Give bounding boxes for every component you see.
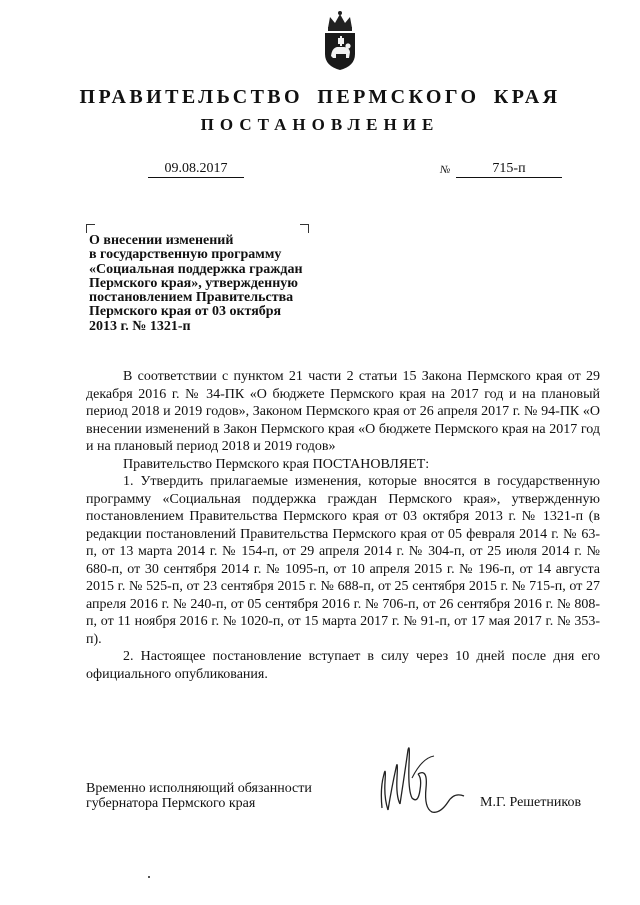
coat-of-arms-emblem xyxy=(322,8,358,72)
position-line: Временно исполняющий обязанности xyxy=(86,781,312,796)
subject-line: 2013 г. № 1321-п xyxy=(89,318,191,334)
document-date: 09.08.2017 xyxy=(148,160,244,178)
subject-line: в государственную программу xyxy=(89,247,282,263)
signatory-position xyxy=(86,782,312,811)
subject-line: постановлением Правительства xyxy=(89,290,294,306)
decree-paragraph: Правительство Пермского края ПОСТАНОВЛЯЕТ: xyxy=(123,456,430,472)
preamble-paragraph: В соответствии с пунктом 21 части 2 статьи 15 Закона Пермского края от 29 декабря 2016 г. № 34-ПК «О бюджете Пермского края на 2017 год и на плановый период 2018 и 2019 годов», Законом Пермского края от 26 апреля 2017 г. № 94-ПК «О внесении изменений в Закон Пермского края «О бюджете Пермского края на 2017 год и на плановый период 2018 и 2019 годов» xyxy=(86,369,600,454)
item-1-paragraph: 1. Утвердить прилагаемые изменения, которые вносятся в государственную программу «Социальная поддержка граждан Пермского края», утвержденную постановлением Правительства Пермского края от 03 октября 2013 г. № 1321-п (в редакции постановлений Правительства Пермского края от 05 февраля 2014 г. № 63-п, от 13 марта 2014 г. № 154-п, от 29 апреля 2014 г. № 304-п, от 25 июля 2014 г. № 680-п, от 30 сентября 2014 г. № 1095-п, от 10 апреля 2015 г. № 196-п, от 14 августа 2015 г. № 525-п, от 23 сентября 2015 г. № 688-п, от 25 сентября 2015 г. № 715-п, от 27 апреля 2016 г. № 240-п, от 05 сентября 2016 г. № 706-п, от 26 сентября 2016 г. № 808-п, от 11 ноября 2016 г. № 1020-п, от 15 марта 2017 г. № 91-п, от 17 мая 2017 г. № 353-п). xyxy=(86,474,600,647)
document-type-title: ПОСТАНОВЛЕНИЕ xyxy=(200,115,440,134)
subject-corner-right xyxy=(300,224,309,233)
subject-line: Пермского края от 03 октября xyxy=(89,304,282,320)
subject-line: «Социальная поддержка граждан xyxy=(89,261,303,277)
number-sign: № xyxy=(440,164,451,176)
signer-name: М.Г. Решетников xyxy=(480,795,582,810)
subject-line: Пермского края», утвержденную xyxy=(89,275,298,291)
document-number: 715-п xyxy=(456,160,562,178)
item-2-paragraph: 2. Настоящее постановление вступает в силу через 10 дней после дня его официального опубликования. xyxy=(86,649,600,682)
position-line: губернатора Пермского края xyxy=(86,795,256,811)
subject-corner-left xyxy=(86,224,95,233)
government-title: ПРАВИТЕЛЬСТВО ПЕРМСКОГО КРАЯ xyxy=(79,86,561,108)
document-body xyxy=(86,368,600,683)
subject-line: О внесении изменений xyxy=(89,233,234,248)
handwritten-signature xyxy=(368,738,472,824)
scan-dot xyxy=(148,876,150,878)
document-subject xyxy=(89,234,324,334)
